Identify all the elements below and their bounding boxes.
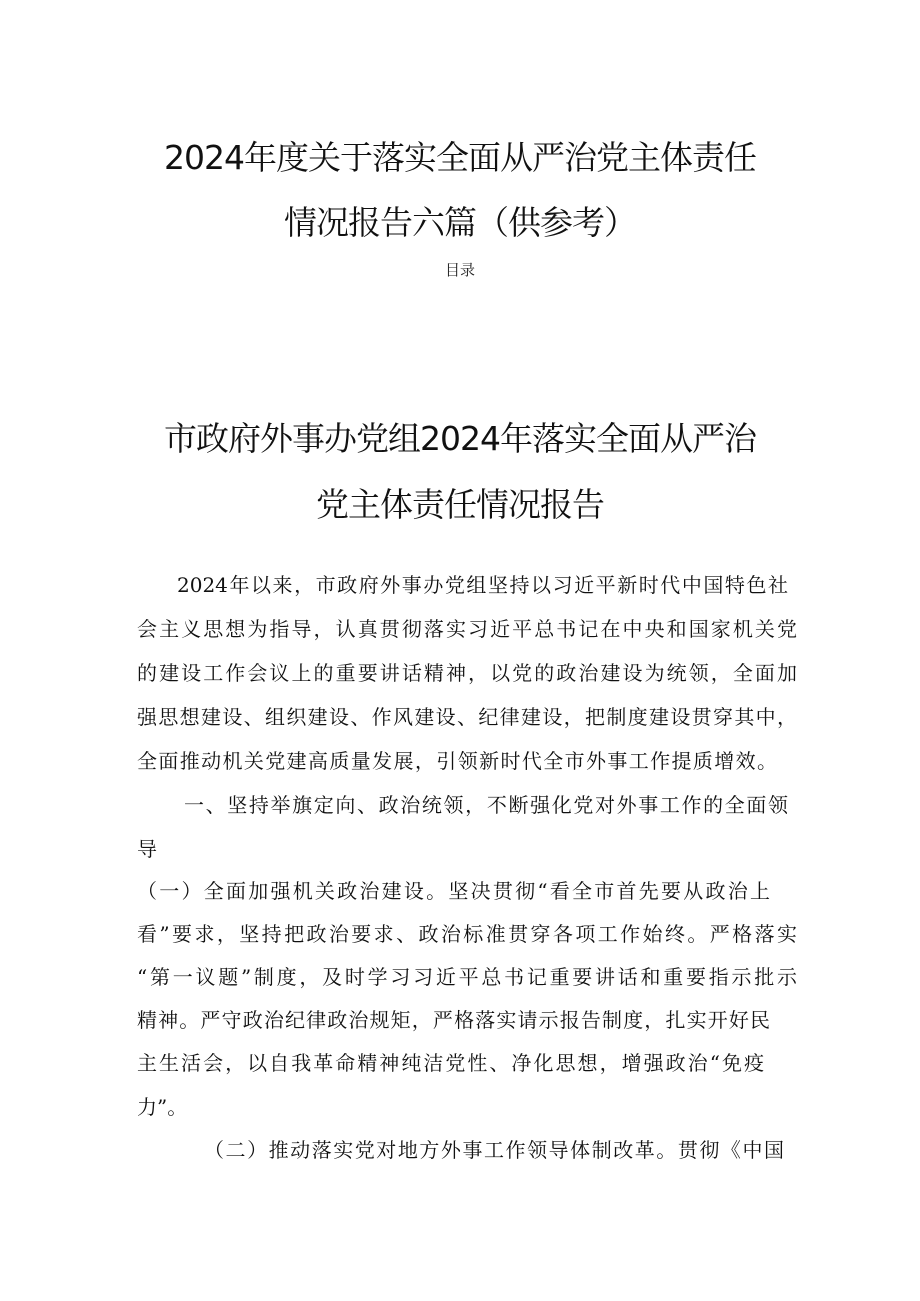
body-line: 导 [137, 837, 157, 861]
body-line: 精神。严守政治纪律政治规矩，严格落实请示报告制度，扎实开好民 [137, 1008, 770, 1032]
body-line: 强思想建设、组织建设、作风建设、纪律建设，把制度建设贯穿其中， [137, 705, 797, 729]
main-title-line-1: 2024年度关于落实全面从严治党主体责任 [164, 138, 756, 177]
body-line: 会主义思想为指导，认真贯彻落实习近平总书记在中央和国家机关党 [137, 617, 797, 641]
body-line: 全面推动机关党建高质量发展，引领新时代全市外事工作提质增效。 [137, 749, 777, 773]
body-line: （二）推动落实党对地方外事工作领导体制改革。贯彻《中国 [204, 1138, 784, 1162]
section-title-line-1: 市政府外事办党组2024年落实全面从严治 [164, 419, 756, 458]
body-line: （一）全面加强机关政治建设。坚决贯彻“看全市首先要从政治上 [137, 879, 770, 903]
body-line: 的建设工作会议上的重要讲话精神，以党的政治建设为统领，全面加 [137, 661, 797, 685]
body-line: 看”要求，坚持把政治要求、政治标准贯穿各项工作始终。严格落实 [137, 922, 797, 946]
body-line: 力”。 [137, 1095, 188, 1119]
body-line: 一、坚持举旗定向、政治统领，不断强化党对外事工作的全面领 [184, 793, 788, 817]
main-title-line-2: 情况报告六篇（供参考） [284, 203, 636, 242]
section-title-line-2: 党主体责任情况报告 [316, 485, 604, 524]
body-line: 主生活会，以自我革命精神纯洁党性、净化思想，增强政治“免疫 [137, 1051, 764, 1075]
toc-label: 目录 [444, 261, 475, 279]
body-line: 2024年以来，市政府外事办党组坚持以习近平新时代中国特色社 [177, 573, 788, 597]
body-line: “第一议题”制度，及时学习习近平总书记重要讲话和重要指示批示 [137, 965, 797, 989]
